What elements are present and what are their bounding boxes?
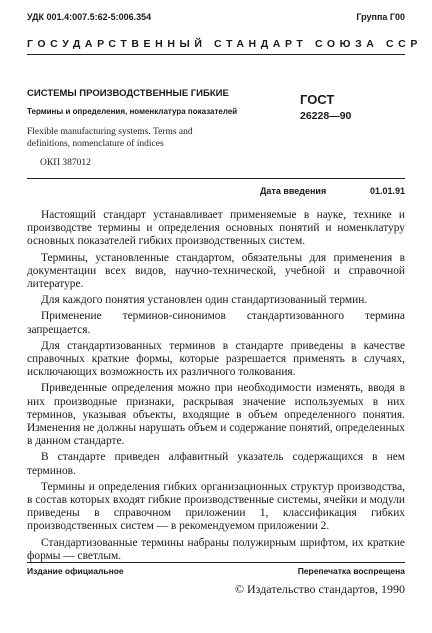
standard-banner: ГОСУДАРСТВЕННЫЙ СТАНДАРТ СОЮЗА ССР xyxy=(27,38,422,50)
title-en xyxy=(27,126,282,150)
title-ru: СИСТЕМЫ ПРОИЗВОДСТВЕННЫЕ ГИБКИЕ xyxy=(27,88,229,99)
title-en-line2: definitions, nomenclature of indices xyxy=(27,139,164,149)
body-text xyxy=(27,209,405,566)
group-code: Группа Г00 xyxy=(356,12,405,22)
paragraph: Приведенные определения можно при необходимости изменять, вводя в них производные признаки, раскрывая значение используемых в них терминов, указывая объекты, входящие в объем определенного понятия. Изменения не должны нарушать объем и содержание понятий, определенных в данном стандарте. xyxy=(27,382,405,448)
paragraph: Для каждого понятия установлен один стандартизованный термин. xyxy=(41,294,368,307)
paragraph: Термины и определения гибких организационных структур производства, в состав которых входят гибкие производственные системы, ячейки и модули приведены в справочном приложении 1, классификация гибких производственных систем — в рекомендуемом приложении 2. xyxy=(27,480,405,533)
official-edition: Издание официальное xyxy=(27,566,124,576)
paragraph: Для стандартизованных терминов в стандарте приведены в качестве справочных краткие формы, которые разрешается применять в случаях, исключающих возможность их различного толкования. xyxy=(27,339,405,379)
paragraph: В стандарте приведен алфавитный указатель содержащихся в нем терминов. xyxy=(27,451,405,477)
paragraph: Термины, установленные стандартом, обязательны для применения в документации всех видов, научно-технической, учебной и справочной литературе. xyxy=(27,251,405,291)
gost-label: ГОСТ xyxy=(300,92,335,107)
title-block xyxy=(27,88,282,150)
paragraph: Стандартизованные термины набраны полужирным шрифтом, их краткие формы — светлым. xyxy=(27,536,405,562)
title-rule xyxy=(27,178,405,179)
reprint-prohibited: Перепечатка воспрещена xyxy=(297,566,405,576)
okp-code: ОКП 387012 xyxy=(40,158,91,168)
gost-block xyxy=(300,92,400,122)
title-en-line1: Flexible manufacturing systems. Terms and xyxy=(27,127,193,137)
gost-number: 26228—90 xyxy=(300,110,352,122)
banner-rule xyxy=(27,54,405,55)
paragraph: Применение терминов-синонимов стандартизованного термина запрещается. xyxy=(27,310,405,336)
paragraph: Настоящий стандарт устанавливает применяемые в науке, технике и производстве термины и определения основных понятий и номенклатуру основных показателей гибких производственных систем. xyxy=(27,209,405,248)
title-ru-subtitle: Термины и определения, номенклатура показателей xyxy=(27,107,238,116)
date-intro-value: 01.01.91 xyxy=(369,186,405,196)
udk-code: УДК 001.4:007.5:62-5:006.354 xyxy=(27,12,152,22)
copyright: © Издательство стандартов, 1990 xyxy=(234,582,405,596)
footer-line xyxy=(27,566,405,576)
date-intro-label: Дата введения xyxy=(260,186,327,196)
date-intro xyxy=(260,186,405,196)
footer-rule xyxy=(27,562,405,563)
